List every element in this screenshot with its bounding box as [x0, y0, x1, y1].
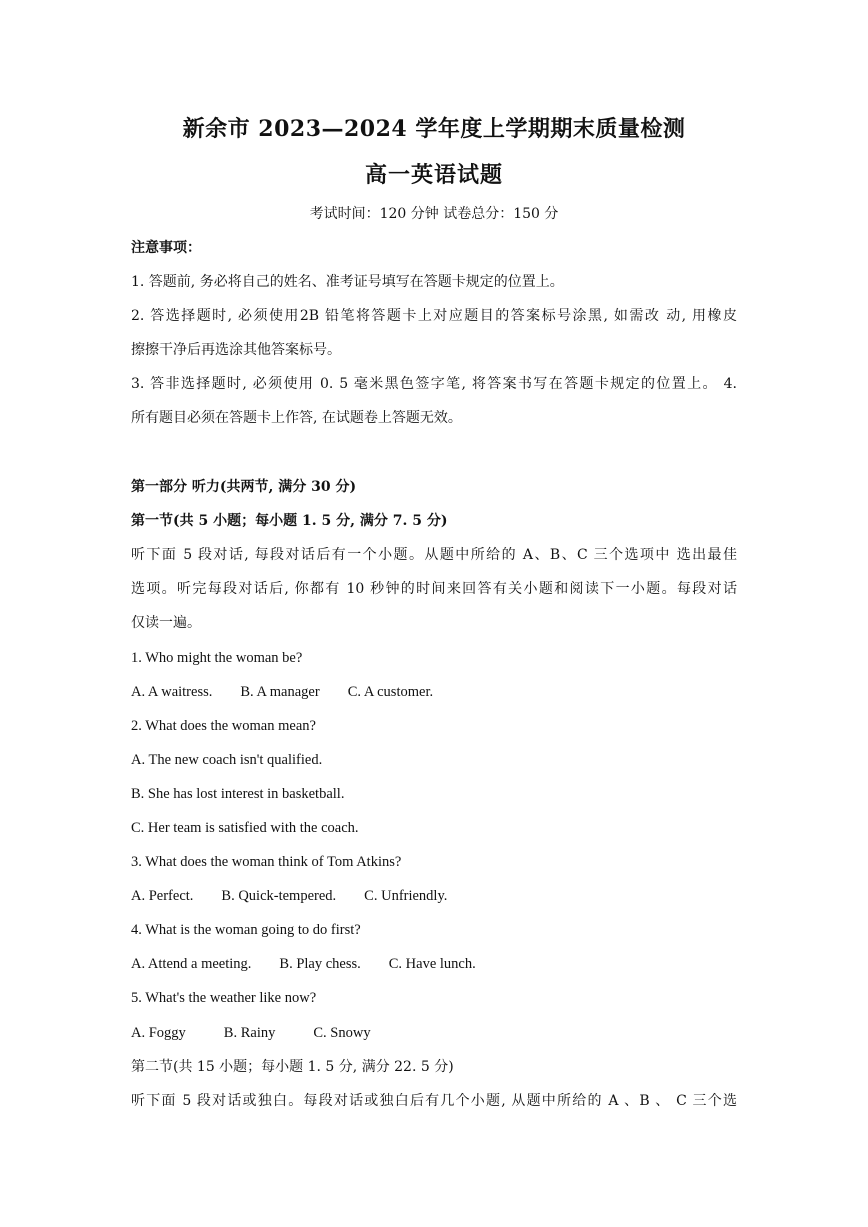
option: A. Attend a meeting.: [131, 956, 252, 972]
option: B. A manager: [240, 684, 320, 700]
option: B. Quick-tempered.: [221, 888, 337, 904]
question-options: [131, 886, 737, 906]
notice-line: 1. 答题前, 务必将自己的姓名、准考证号填写在答题卡规定的位置上。: [131, 274, 564, 290]
exam-meta: 考试时间：120 分钟 试卷总分：150 分: [309, 206, 559, 222]
notice-line: 所有题目必须在答题卡上作答, 在试题卷上答题无效。: [131, 410, 462, 426]
option: C. Unfriendly.: [364, 888, 448, 904]
option: B. Rainy: [223, 1025, 276, 1041]
notice-line: 2. 答选择题时, 必须使用2B 铅笔将答题卡上对应题目的答案标号涂黑, 如需改 动, 用橡皮: [131, 308, 737, 324]
question-options: [131, 1023, 737, 1043]
notice-line: 擦擦干净后再选涂其他答案标号。: [131, 342, 341, 358]
exam-subtitle: 高一英语试题: [364, 162, 503, 188]
section1-instruction: 听下面 5 段对话, 每段对话后有一个小题。从题中所给的 A、B、C 三个选项中 选出最佳: [131, 547, 737, 563]
option: A. Perfect.: [131, 888, 194, 904]
notice-heading: 注意事项：: [131, 240, 201, 256]
option: C. Snowy: [313, 1025, 371, 1041]
option: A. A waitress.: [131, 684, 213, 700]
section2-instruction: 听下面 5 段对话或独白。每段对话或独白后有几个小题, 从题中所给的 A 、B 、 C 三个选: [131, 1093, 737, 1109]
option: C. Have lunch.: [388, 956, 476, 972]
question-text: 2. What does the woman mean?: [131, 718, 316, 734]
exam-title: 新余市 2023—2024 学年度上学期期末质量检测: [182, 116, 686, 142]
question-text: 1. Who might the woman be?: [131, 650, 303, 666]
option: A. The new coach isn't qualified.: [131, 752, 323, 768]
notice-line: 3. 答非选择题时, 必须使用 0. 5 毫米黑色签字笔, 将答案书写在答题卡规定的位置上。 4.: [131, 376, 737, 392]
option: B. She has lost interest in basketball.: [131, 786, 345, 802]
section2-heading: 第二节(共 15 小题；每小题 1. 5 分, 满分 22. 5 分): [131, 1059, 454, 1075]
section1-instruction: 仅读一遍。: [131, 615, 201, 631]
question-options: [131, 954, 737, 974]
question-text: 5. What's the weather like now?: [131, 990, 317, 1006]
question-text: 4. What is the woman going to do first?: [131, 922, 361, 938]
part1-heading: 第一部分 听力(共两节, 满分 30 分): [131, 479, 357, 495]
option: A. Foggy: [131, 1025, 186, 1041]
section1-instruction: 选项。听完每段对话后, 你都有 10 秒钟的时间来回答有关小题和阅读下一小题。每段对话: [131, 581, 737, 597]
question-text: 3. What does the woman think of Tom Atkins?: [131, 854, 402, 870]
option: C. Her team is satisfied with the coach.: [131, 820, 359, 836]
option: B. Play chess.: [279, 956, 361, 972]
option: C. A customer.: [347, 684, 434, 700]
question-options: [131, 682, 737, 702]
section1-heading: 第一节(共 5 小题；每小题 1. 5 分, 满分 7. 5 分): [131, 513, 448, 529]
